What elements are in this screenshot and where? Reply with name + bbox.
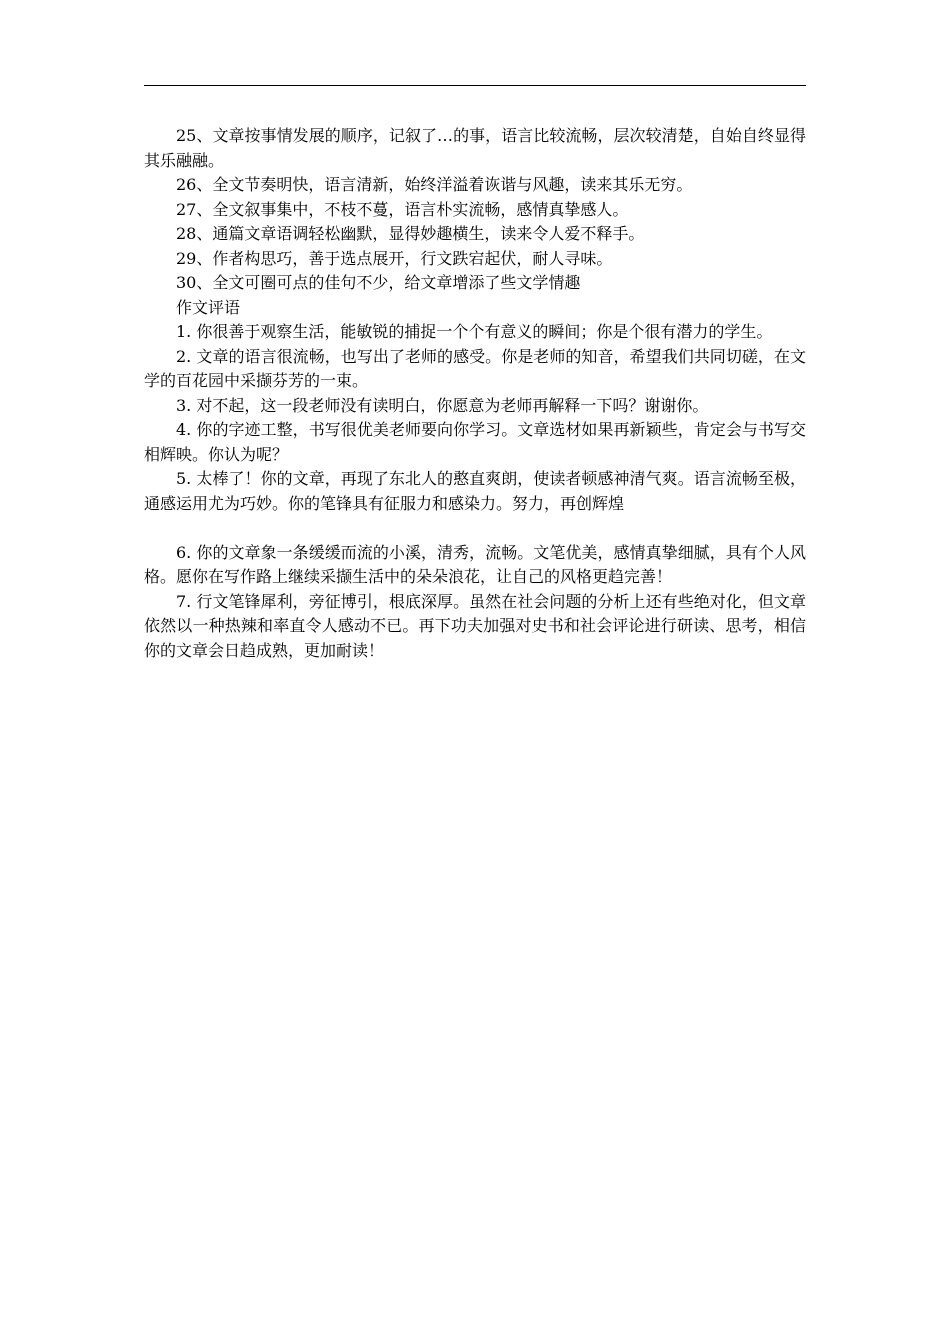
list-item: 28、通篇文章语调轻松幽默，显得妙趣横生，读来令人爱不释手。: [176, 224, 645, 243]
section-title: 作文评语: [176, 297, 241, 317]
blank-line: [144, 516, 806, 541]
comment-item: 7. 行文笔锋犀利，旁征博引，根底深厚。虽然在社会问题的分析上还有些绝对化，但文章依然以一种热辣和率直令人感动不已。再下功夫加强对史书和社会评论进行研读、思考，相信你的文章会日趋成熟，更加耐读！: [144, 591, 806, 660]
list-item: 30、全文可圈可点的佳句不少，给文章增添了些文学情趣: [176, 273, 581, 292]
list-item: 27、全文叙事集中，不枝不蔓，语言朴实流畅，感情真挚感人。: [176, 199, 629, 219]
list-item: 29、作者构思巧，善于选点展开，行文跌宕起伏，耐人寻味。: [176, 248, 613, 268]
comment-item: 6. 你的文章象一条缓缓而流的小溪，清秀，流畅。文笔优美，感情真挚细腻，具有个人风格。愿你在写作路上继续采撷生活中的朵朵浪花，让自己的风格更趋完善！: [144, 542, 806, 586]
list-item: 26、全文节奏明快，语言清新，始终洋溢着诙谐与风趣，读来其乐无穷。: [176, 175, 693, 194]
comment-item: 3. 对不起，这一段老师没有读明白，你愿意为老师再解释一下吗？谢谢你。: [176, 395, 709, 415]
document-body: [144, 124, 806, 663]
comment-item: 1. 你很善于观察生活，能敏锐的捕捉一个个有意义的瞬间；你是个很有潜力的学生。: [176, 322, 773, 341]
comment-item: 2. 文章的语言很流畅，也写出了老师的感受。你是老师的知音，希望我们共同切磋，在文学的百花园中采撷芬芳的一束。: [144, 346, 806, 390]
header-rule: [144, 85, 806, 86]
comment-item: 5. 太棒了！你的文章，再现了东北人的憨直爽朗，使读者顿感神清气爽。语言流畅至极，通感运用尤为巧妙。你的笔锋具有征服力和感染力。努力，再创辉煌: [144, 469, 806, 513]
comment-item: 4. 你的字迹工整，书写很优美老师要向你学习。文章选材如果再新颖些，肯定会与书写交相辉映。你认为呢？: [144, 420, 806, 464]
list-item: 25、文章按事情发展的顺序，记叙了…的事，语言比较流畅，层次较清楚，自始自终显得其乐融融。: [144, 126, 806, 170]
